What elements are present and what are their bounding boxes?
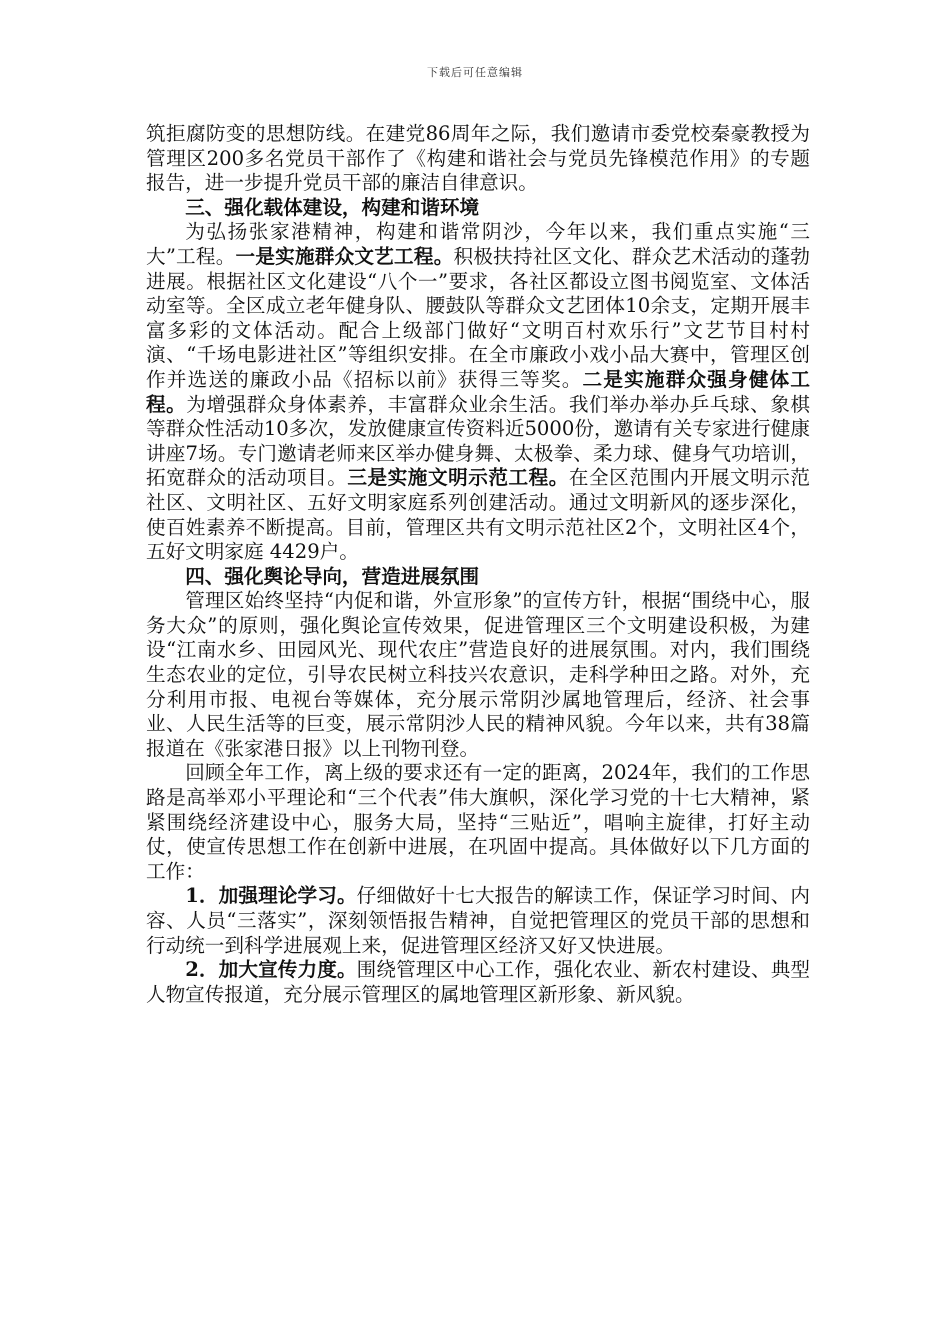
paragraph-review: 回顾全年工作，离上级的要求还有一定的距离，2024年，我们的工作思路是高举邓小平理论和“三个代表”伟大旗帜，深化学习党的十七大精神，紧紧围绕经济建设中心，服务大局，坚持“三贴近”，唱响主旋律，打好主动仗，使宣传思想工作在创新中进展，在巩固中提高。具体做好以下几方面的工作：	[146, 761, 810, 883]
page-header-note: 下载后可任意编辑	[427, 66, 523, 79]
project-3-text: 在全区范围内开展文明示范社区、文明社区、五好文明家庭系列创建活动。通过文明新风的逐步深化，使百姓素养不断提高。目前，管理区共有文明示范社区2个，文明社区4个，五好文明家庭 4429户。	[146, 466, 811, 564]
list-item-2-title: 2．加大宣传力度。	[185, 958, 357, 982]
paragraph-three-projects	[146, 220, 810, 564]
paragraph-public-opinion: 管理区始终坚持“内促和谐，外宣形象”的宣传方针，根据“围绕中心，服务大众”的原则，强化舆论宣传效果，促进管理区三个文明建设积极，为建设“江南水乡、田园风光、现代农庄”营造良好的进展氛围。对内，我们围绕生态农业的定位，引导农民树立科技兴农意识，走科学种田之路。对外，充分利用市报、电视台等媒体，充分展示常阴沙属地管理后，经济、社会事业、人民生活等的巨变，展示常阴沙人民的精神风貌。今年以来，共有38篇报道在《张家港日报》以上刊物刊登。	[146, 589, 810, 760]
list-item-publicity	[146, 958, 810, 1007]
section-heading-4: 四、强化舆论导向，营造进展氛围	[185, 564, 480, 588]
document-body	[146, 122, 810, 1007]
paragraph-anti-corruption: 筑拒腐防变的思想防线。在建党86周年之际，我们邀请市委党校秦豪教授为管理区200多名党员干部作了《构建和谐社会与党员先锋模范作用》的专题报告，进一步提升党员干部的廉洁自律意识。	[146, 122, 810, 195]
project-1-text: 积极扶持社区文化、群众艺术活动的蓬勃进展。根据社区文化建设“八个一”要求，各社区都设立图书阅览室、文体活动室等。全区成立老年健身队、腰鼓队等群众文艺团体10余支，定期开展丰富多彩的文体活动。配合上级部门做好“文明百村欢乐行”文艺节目村村演、“千场电影进社区”等组织安排。在全市廉政小戏小品大赛中，管理区创作并选送的廉政小品《招标以前》获得三等奖。	[146, 244, 811, 391]
list-item-2-text: 围绕管理区中心工作，强化农业、新农村建设、典型人物宣传报道，充分展示管理区的属地管理区新形象、新风貌。	[146, 958, 810, 1006]
list-item-1-title: 1．加强理论学习。	[185, 884, 357, 908]
three-projects-intro: 为弘扬张家港精神，构建和谐常阴沙，今年以来，我们重点实施“三大”工程。	[146, 220, 810, 268]
project-3-title: 三是实施文明示范工程。	[347, 466, 569, 490]
list-item-theory-study	[146, 884, 810, 958]
section-heading-3: 三、强化载体建设，构建和谐环境	[185, 195, 480, 219]
list-item-1-text: 仔细做好十七大报告的解读工作，保证学习时间、内容、人员“三落实”，深刻领悟报告精神，自觉把管理区的党员干部的思想和行动统一到科学进展观上来，促进管理区经济又好又快进展。	[146, 884, 810, 957]
project-2-title: 二是实施群众强身健体工程。	[146, 367, 811, 416]
project-1-title: 一是实施群众文艺工程。	[235, 244, 454, 268]
project-2-text: 为增强群众身体素养，丰富群众业余生活。我们举办举办乒乓球、象棋等群众性活动10多次，发放健康宣传资料近5000份，邀请有关专家进行健康讲座7场。专门邀请老师来区举办健身舞、太极拳、柔力球、健身气功培训，拓宽群众的活动项目。	[146, 392, 811, 490]
